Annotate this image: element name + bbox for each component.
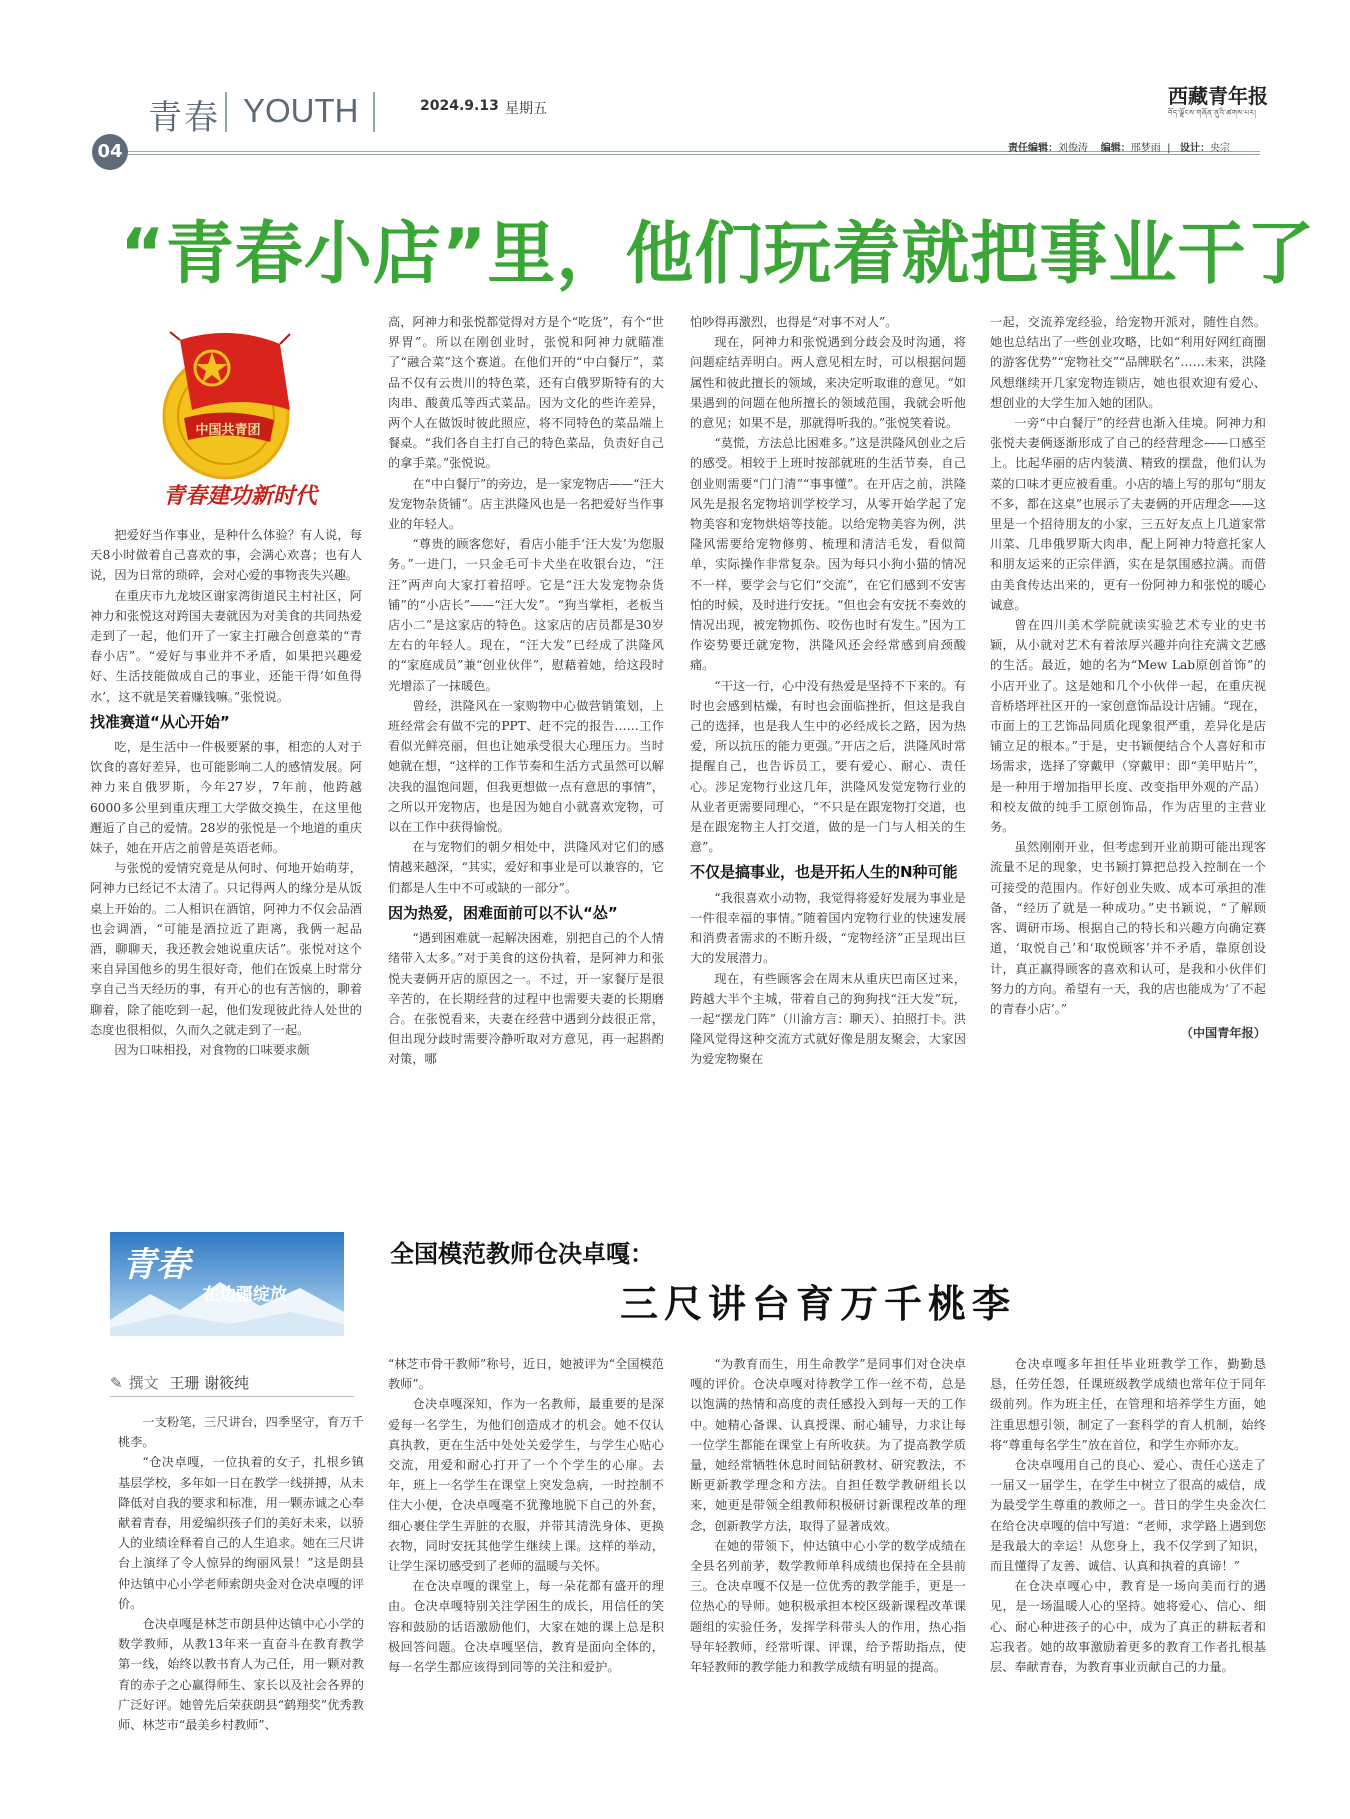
- paragraph: 高，阿神力和张悦都觉得对方是个“吃货”，有个“世界胃”。所以在刚创业时，张悦和阿神力就瞄准了“融合菜”这个赛道。在他们开的“中白餐厅”，菜品不仅有云贵川的特色菜，还有白俄罗斯特有的大肉串、酸黄瓜等西式菜品。因为文化的些许差异，两个人在做饭时彼此照应，将不同特色的菜品端上餐桌。“我们各自主打自己的特色菜品，负责好自己的拿手菜。”张悦说。: [388, 315, 664, 471]
- byline-rule: [110, 1396, 354, 1397]
- subheading: 找准赛道“从心开始”: [90, 712, 230, 731]
- paragraph: 仓决卓嘎深知，作为一名教师，最重要的是深爱每一名学生，为他们创造成才的机会。她不仅认真执教，更在生活中处处关爱学生，与学生心贴心交流，用爱和耐心打开了一个个学生的心扉。去年，班上一名学生在课堂上突发急病，一时控制不住大小便，仓决卓嘎毫不犹豫地脱下自己的外套，细心裹住学生弄脏的衣服，并带其清洗身体、更换衣物，同时安抚其他学生继续上课。这样的举动，让学生深切感受到了老师的温暖与关怀。: [388, 1397, 664, 1574]
- paragraph: 因为口味相投，对食物的口味要求颇: [114, 1043, 310, 1058]
- divider: [373, 92, 375, 132]
- paragraph: 吃，是生活中一件极要紧的事，相恋的人对于饮食的喜好差异，也可能影响二人的感情发展。阿神力来自俄罗斯，今年27岁，7年前，他跨越6000多公里到重庆理工大学做交换生，在这里他邂逅了自己的爱情。28岁的张悦是一个地道的重庆妹子，她在开店之前曾是英语老师。: [90, 740, 362, 856]
- section-title-en: YOUTH: [243, 92, 359, 129]
- article-headline: “青春小店”里，他们玩着就把事业干了: [120, 215, 1316, 294]
- newspaper-masthead: 西藏青年报: [1168, 84, 1268, 108]
- paragraph: 把爱好当作事业，是种什么体验？有人说，每天8小时做着自己喜欢的事，会满心欢喜；也有人说，因为日常的琐碎，会对心爱的事物丧失兴趣。: [90, 528, 362, 583]
- paragraph: 与张悦的爱情究竟是从何时、何地开始萌芽，阿神力已经记不太清了。只记得两人的缘分是从饭桌上开始的。二人相识在酒馆，阿神力不仅会品酒也会调酒，“可能是酒拉近了距离，我俩一起品酒，聊聊天，我还教会她说重庆话”。张悦对这个来自异国他乡的男生很好奇，他们在饭桌上时常分享自己当天经历的事，有开心的也有苦恼的，聊着聊着，除了能吃到一起，他们发现彼此待人处世的态度也很相似，久而久之就走到了一起。: [90, 861, 362, 1037]
- pen-icon: ✎: [110, 1374, 123, 1392]
- column-banner: [110, 1232, 344, 1336]
- article1-column-3: [690, 312, 966, 1070]
- article1-column-1: [90, 525, 362, 1060]
- paragraph: 仓决卓嘎用自己的良心、爱心、责任心送走了一届又一届学生，在学生中树立了很高的威信，成为最受学生尊重的教师之一。昔日的学生央金次仁在给仓决卓嘎的信中写道：“老师，求学路上遇到您是我最大的幸运！从您身上，我不仅学到了知识，而且懂得了友善、诚信、认真和执着的真谛！”: [990, 1458, 1266, 1574]
- article2-column-3: [690, 1354, 966, 1677]
- paragraph: 在仓决卓嘎的课堂上，每一朵花都有盛开的理由。仓决卓嘎特别关注学困生的成长，用信任的笑容和鼓励的话语激励他们，大家在她的课上总是积极回答问题。仓决卓嘎坚信，教育是面向全体的，每一名学生都应该得到同等的关注和爱护。: [388, 1579, 664, 1675]
- paragraph: 曾经，洪隆风在一家购物中心做营销策划，上班经常会有做不完的PPT、赶不完的报告……工作看似光鲜亮丽，但也让她承受很大心理压力。当时她就在想，“这样的工作节奏和生活方式虽然可以解决我的温饱问题，但我更想做一点有意思的事情”，之所以开宠物店，也是因为她自小就喜欢宠物，可以在工作中获得愉悦。: [388, 698, 664, 835]
- banner-sub-text: 在边疆绽放: [202, 1285, 287, 1305]
- editor2-label: 编辑：: [1100, 143, 1131, 154]
- article1-column-4: [990, 312, 1266, 1043]
- editor-credits: 责任编辑：刘俊涛 编辑：邢梦雨 | 设计：央宗: [1008, 143, 1230, 154]
- subheading: 因为热爱，困难面前可以不认“怂”: [388, 903, 618, 922]
- editor-label: 责任编辑：: [1008, 143, 1058, 154]
- paragraph: “遇到困难就一起解决困难，别把自己的个人情绪带入太多。”对于美食的这份执着，是阿神力和张悦夫妻俩开店的原因之一。不过，开一家餐厅是很辛苦的，在长期经营的过程中也需要夫妻的长期磨合。在张悦看来，夫妻在经营中遇到分歧很正常，但出现分歧时需要冷静听取对方意见，再一起斟酌对策，哪: [388, 931, 664, 1067]
- byline: [110, 1372, 249, 1393]
- paragraph: “为教育而生，用生命教学”是同事们对仓决卓嘎的评价。仓决卓嘎对待教学工作一丝不苟，总是以饱满的热情和高度的责任感投入到每一天的工作中。她精心备课、认真授课、耐心辅导，力求让每一位学生都能在课堂上有所收获。为了提高教学质量，她经常牺牲休息时间钻研教材、研究教法，不断更新教学理念和方法。自担任数学教研组长以来，她更是带领全组教师积极研讨新课程改革的理念，创新教学方法，取得了显著成效。: [690, 1357, 966, 1533]
- designer-name: 央宗: [1209, 143, 1230, 154]
- paragraph: 虽然刚刚开业，但考虑到开业前期可能出现客流量不足的现象，史书颖打算把总投入控制在一个可接受的范围内。作好创业失败、成本可承担的准备，“经历了就是一种成功。”史书颖说，“了解顾客、调研市场、根据自己的特长和兴趣方向确定赛道，‘取悦自己’和‘取悦顾客’并不矛盾，靠原创设计，真正赢得顾客的喜欢和认可，是我和小伙伴们努力的方向。希望有一天，我的店也能成为‘了不起的青春小店’。”: [990, 840, 1266, 1016]
- paragraph: “尊贵的顾客您好，看店小能手‘汪大发’为您服务。”一进门，一只金毛可卡犬坐在收银台边，“汪汪”两声向大家打着招呼。它是“汪大发宠物杂货铺”的“小店长”——“汪大发”。“狗当掌柜，老板当店小二”是这家店的特色。这家店的店员都是30岁左右的年轻人。现在，“汪大发”已经成了洪隆风的“家庭成员”兼“创业伙伴”，慰藉着她，给这段时光增添了一抹暖色。: [388, 537, 664, 693]
- paragraph: “干这一行，心中没有热爱是坚持不下来的。有时也会感到枯燥，有时也会面临挫折，但这是我自己的选择，也是我人生中的必经成长之路，因为热爱，所以抗压的能力更强。”开店之后，洪隆风时常提醒自己，也告诉员工，要有爱心、耐心、责任心。涉足宠物行业这几年，洪隆风发觉宠物行业的从业者更需要同理心，“不只是在跟宠物打交道，也是在跟宠物主人打交道，做的是一门与人相关的生意”。: [690, 678, 966, 855]
- paragraph: 仓决卓嘎多年担任毕业班教学工作，勤勤恳恳，任劳任怨，任课班级教学成绩也常年位于同年级前列。作为班主任，在管理和培养学生方面，她注重思想引领，制定了一套科学的育人机制，始终将“尊重每名学生”放在首位，和学生亦师亦友。: [990, 1357, 1266, 1452]
- paragraph: 怕吵得再激烈，也得是“对事不对人”。: [690, 315, 898, 329]
- masthead-tibetan: བོད་ལྗོངས་གཞོན་ནུའི་ཚགས་པར།: [1168, 109, 1257, 117]
- editor-name: 刘俊涛: [1058, 143, 1088, 154]
- paragraph: “莫慌，方法总比困难多。”这是洪隆风创业之后的感受。相较于上班时按部就班的生活节奏，自己创业则需要“门门清”“事事懂”。在开店之前，洪隆风先是报名宠物培训学校学习，从零开始学起了宠物美容和宠物烘焙等技能。以给宠物美容为例，洪隆风需要给宠物修剪、梳理和清洁毛发，看似简单，实际操作非常复杂。因为每只小狗小猫的情况不一样，要学会与它们“交流”，在它们感到不安害怕的时候，及时进行安抚。“但也会有安抚不奏效的情况出现，被宠物抓伤、咬伤也时有发生。”因为工作姿势要迁就宠物，洪隆风还会经常感到肩颈酸痛。: [690, 436, 966, 673]
- paragraph: 仓决卓嘎是林芝市朗县仲达镇中心小学的数学教师，从教13年来一直奋斗在教育教学第一线，始终以教书育人为己任，用一颗对教育的赤子之心赢得师生、家长以及社会各界的广泛好评。她曾先后荣获朗县“鹤翔奖”优秀教师、林芝市“最美乡村教师”、: [118, 1617, 364, 1733]
- article2-title-line1: 全国模范教师仓决卓嘎：: [390, 1240, 654, 1268]
- paragraph: 在“中白餐厅”的旁边，是一家宠物店——“汪大发宠物杂货铺”。店主洪隆风也是一名把爱好当作事业的年轻人。: [388, 476, 664, 532]
- issue-weekday: 星期五: [505, 101, 547, 117]
- paragraph: 一起，交流养宠经验，给宠物开派对，随性自然。她也总结出了一些创业攻略，比如“利用好网红商圈的游客优势”“宠物社交”“品牌联名”……未来，洪隆风想继续开几家宠物连锁店，她也很欢迎有爱心、想创业的大学生加入她的团队。: [990, 315, 1266, 410]
- article1-column-2: [388, 312, 664, 1070]
- page-number: 04: [92, 134, 128, 170]
- section-title-cn: 青春: [148, 98, 220, 138]
- paragraph: “仓决卓嘎，一位执着的女子，扎根乡镇基层学校，多年如一日在教学一线拼搏，从未降低对自我的要求和标准，用一颗赤诚之心奉献着青春，用爱编织孩子们的美好未来，以骄人的业绩诠释着自己的人生追求。她在三尺讲台上演绎了令人惊异的绚丽风景！”这是朗县仲达镇中心小学老师索朗央金对仓决卓嘎的评价。: [118, 1455, 364, 1611]
- article-source: （中国青年报）: [1180, 1026, 1266, 1041]
- article2-column-2: [388, 1354, 664, 1677]
- subheading: 不仅是搞事业，也是开拓人生的N种可能: [690, 863, 958, 882]
- paragraph: 现在，阿神力和张悦遇到分歧会及时沟通，将问题症结弄明白。两人意见相左时，可以根据问题属性和彼此擅长的领域，来决定听取谁的意见。“如果遇到的问题在他所擅长的领域范围，我就会听他的意见；如果不是，那就得听我的。”张悦笑着说。: [690, 335, 966, 431]
- paragraph: 在仓决卓嘎心中，教育是一场向美而行的遇见，是一场温暖人心的坚持。她将爱心、信心、细心、耐心种进孩子的心中，成为了真正的耕耘者和忘我者。她的故事激励着更多的教育工作者扎根基层、奉献青春，为教育事业贡献自己的力量。: [990, 1579, 1266, 1675]
- paragraph: 在重庆市九龙坡区谢家湾街道民主村社区，阿神力和张悦这对跨国夫妻就因为对美食的共同热爱走到了一起，他们开了一家主打融合创意菜的“青春小店”。“爱好与事业并不矛盾，如果把兴趣爱好、生活技能做成自己的事业，还能干得‘如鱼得水’，这不就是笑着赚钱嘛。”张悦说。: [90, 588, 362, 704]
- article2-title-line2: 三尺讲台育万千桃李: [620, 1282, 1017, 1326]
- logo-slogan: 青春建功新时代: [162, 483, 318, 509]
- paragraph: 在她的带领下，仲达镇中心小学的数学成绩在全县名列前茅，数学教师单科成绩也保持在全县前三。仓决卓嘎不仅是一位优秀的教学能手，更是一位热心的导师。她积极承担本校区级新课程改革课题组的实验任务，发挥学科带头人的作用，热心指导年轻教师，经常听课、评课，给予帮助指点，使年轻教师的教学能力和教学成绩有明显的提高。: [690, 1538, 966, 1675]
- paragraph: 一旁“中白餐厅”的经营也渐入佳境。阿神力和张悦夫妻俩逐渐形成了自己的经营理念——口感至上。比起华丽的店内装潢、精致的摆盘，他们认为菜的口味才更应被看重。小店的墙上写的那句“朋友不多，都在这桌”也展示了夫妻俩的开店理念——这里是一个招待朋友的小家，三五好友点上几道家常川菜、几串俄罗斯大肉串，配上阿神力特意托家人和朋友运来的正宗伴酒，实在是氛围感拉满。而借由美食传达出来的，更有一份阿神力和张悦的暖心诚意。: [990, 416, 1266, 612]
- divider: [225, 92, 227, 132]
- logo-ribbon-text: 中国共青团: [195, 423, 261, 438]
- issue-date: 2024.9.13: [420, 98, 499, 114]
- paragraph: 现在，有些顾客会在周末从重庆巴南区过来，跨越大半个主城，带着自己的狗狗找“汪大发”玩，一起“摆龙门阵”（川渝方言：聊天）、拍照打卡。洪隆风觉得这种交流方式就好像是朋友聚会，大家因为爱宠物聚在: [690, 971, 966, 1067]
- youth-league-logo: [140, 318, 340, 518]
- paragraph: 曾在四川美术学院就读实验艺术专业的史书颖，从小就对艺术有着浓厚兴趣并向往充满文艺感的生活。最近，她的名为“Mew Lab原创首饰”的小店开业了。这是她和几个小伙伴一起，在重庆视音桥塔坪社区开的一家创意饰品设计店铺。“现在，市面上的工艺饰品同质化现象很严重，差异化是店铺立足的根本。”于是，史书颖便结合个人喜好和市场需求，选择了穿戴甲（穿戴甲：即“美甲贴片”，是一种用于增加指甲长度、改变指甲外观的产品）和校友做的纯手工原创饰品，作为店里的主营业务。: [990, 618, 1266, 835]
- article2-column-1: [118, 1412, 364, 1735]
- designer-label: 设计：: [1179, 143, 1210, 154]
- paragraph: “林芝市骨干教师”称号，近日，她被评为“全国模范教师”。: [388, 1357, 664, 1392]
- article2-column-4: [990, 1354, 1266, 1677]
- byline-authors: 王珊 谢筱纯: [169, 1374, 250, 1392]
- paragraph: 在与宠物们的朝夕相处中，洪隆风对它们的感情越来越深，“其实，爱好和事业是可以兼容的，它们都是人生中不可或缺的一部分”。: [388, 840, 664, 895]
- header-rule: [128, 154, 1260, 155]
- editor2-name: 邢梦雨: [1130, 143, 1161, 154]
- byline-label: 撰文: [128, 1374, 159, 1392]
- paragraph: 一支粉笔，三尺讲台，四季坚守，育万千桃李。: [118, 1415, 364, 1450]
- paragraph: “我很喜欢小动物，我觉得将爱好发展为事业是一件很幸福的事情。”随着国内宠物行业的快速发展和消费者需求的不断升级，“宠物经济”正呈现出巨大的发展潜力。: [690, 890, 966, 966]
- banner-main-text: 青春: [122, 1245, 190, 1285]
